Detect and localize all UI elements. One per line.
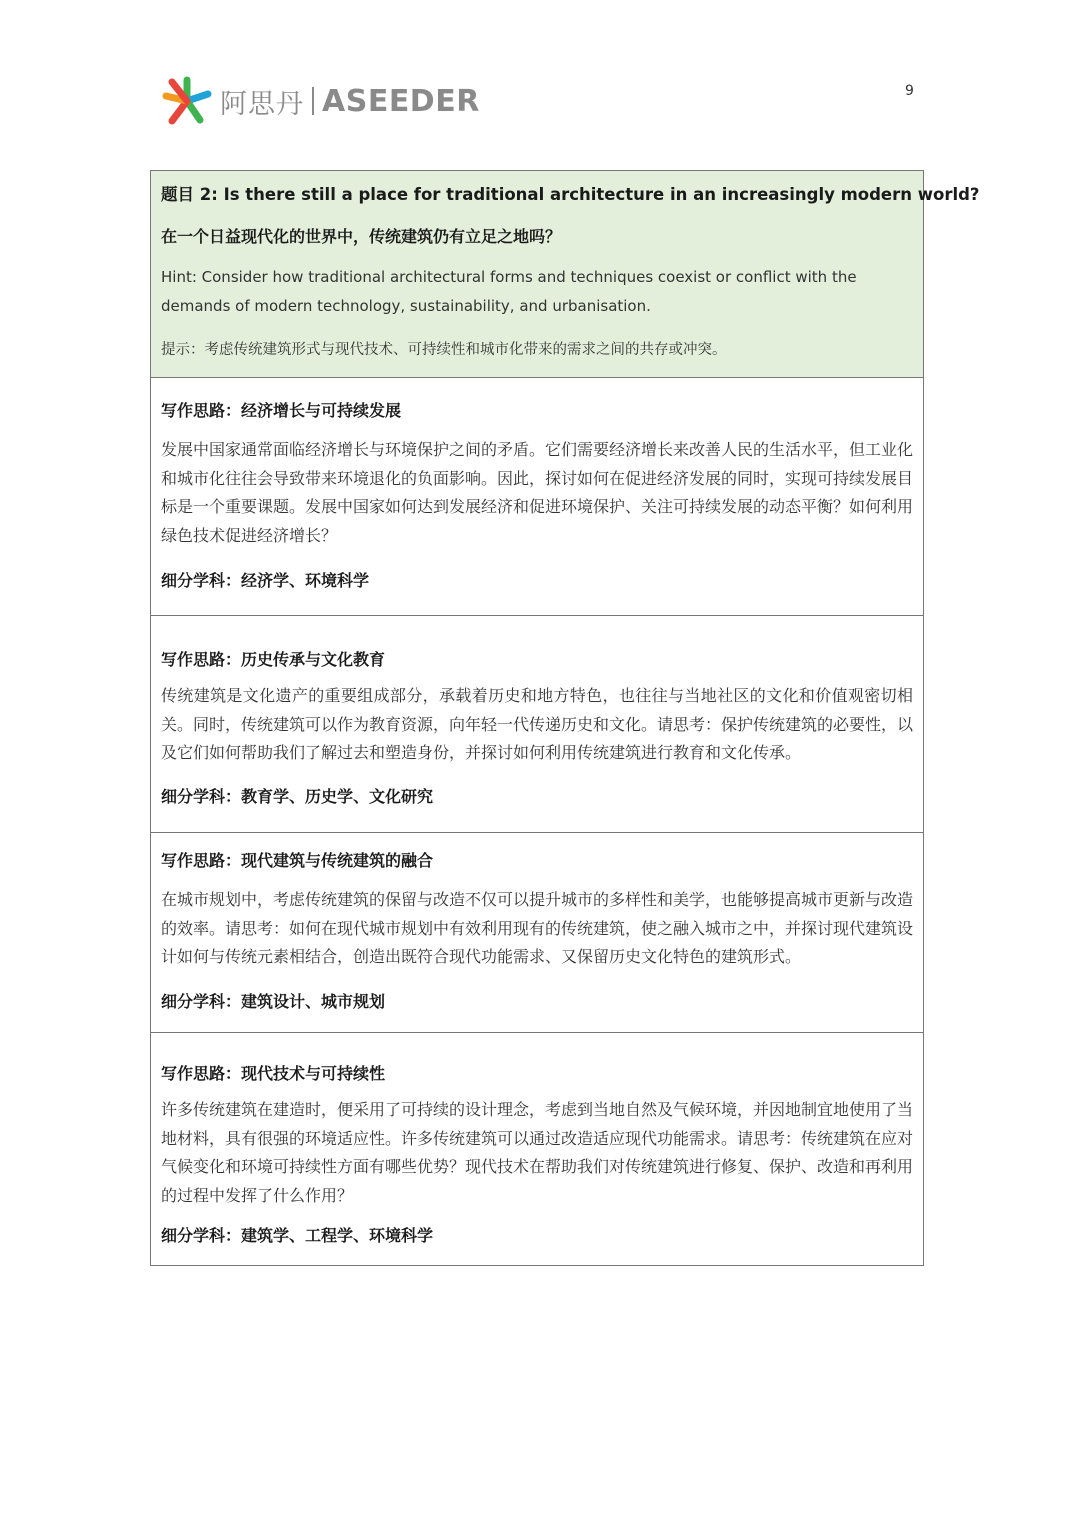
idea-body: 发展中国家通常面临经济增长与环境保护之间的矛盾。它们需要经济增长来改善人民的生活水平，但工业化和城市化往往会导致带来环境退化的负面影响。因此，探讨如何在促进经济发展的同时，实现可持续发展目标是一个重要课题。发展中国家如何达到发展经济和促进环境保护、关注可持续发展的动态平衡？如何利用绿色技术促进经济增长？ (161, 440, 914, 545)
topic-table (150, 170, 980, 1266)
idea-subjects: 细分学科：经济学、环境科学 (161, 571, 370, 590)
idea-title: 写作思路：经济增长与可持续发展 (161, 401, 402, 420)
idea-body: 许多传统建筑在建造时，便采用了可持续的设计理念，考虑到当地自然及气候环境，并因地制宜地使用了当地材料，具有很强的环境适应性。许多传统建筑可以通过改造适应现代功能需求。请思考：传统建筑在应对气候变化和环境可持续性方面有哪些优势？现代技术在帮助我们对传统建筑进行修复、保护、改造和再利用的过程中发挥了什么作用？ (161, 1100, 914, 1205)
idea-cell-economy (151, 377, 923, 615)
idea-cell-heritage (151, 615, 923, 832)
topic-title-cn: 在一个日益现代化的世界中，传统建筑仍有立足之地吗？ (161, 227, 562, 246)
page-number: 9 (905, 83, 914, 99)
topic-title-en: 题目 2: Is there still a place for traditional architecture in an increasingly modern world? (161, 185, 980, 204)
header (160, 74, 480, 128)
idea-cell-technology (151, 1032, 923, 1265)
brand-name-cn: 阿思丹 (220, 88, 304, 120)
brand-name-en: ASEEDER (322, 83, 480, 119)
idea-title: 写作思路：现代建筑与传统建筑的融合 (161, 851, 434, 870)
idea-title: 写作思路：历史传承与文化教育 (161, 650, 386, 669)
idea-title: 写作思路：现代技术与可持续性 (161, 1064, 386, 1083)
hint-en: Hint: Consider how traditional architectural forms and techniques coexist or conflict with the demands of modern technology, sustainability, and urbanisation. (161, 268, 857, 315)
hint-cn: 提示：考虑传统建筑形式与现代技术、可持续性和城市化带来的需求之间的共存或冲突。 (161, 342, 727, 358)
aseeder-logo-icon (160, 74, 214, 128)
brand-divider (312, 87, 314, 115)
idea-body: 在城市规划中，考虑传统建筑的保留与改造不仅可以提升城市的多样性和美学，也能够提高城市更新与改造的效率。请思考：如何在现代城市规划中有效利用现有的传统建筑，使之融入城市之中，并探讨现代建筑设计如何与传统元素相结合，创造出既符合现代功能需求、又保留历史文化特色的建筑形式。 (161, 890, 914, 966)
topic-header-cell (151, 171, 980, 377)
idea-subjects: 细分学科：建筑学、工程学、环境科学 (161, 1226, 434, 1245)
idea-subjects: 细分学科：教育学、历史学、文化研究 (161, 787, 434, 806)
idea-cell-fusion (151, 832, 923, 1032)
idea-subjects: 细分学科：建筑设计、城市规划 (161, 992, 386, 1011)
idea-body: 传统建筑是文化遗产的重要组成部分，承载着历史和地方特色，也往往与当地社区的文化和价值观密切相关。同时，传统建筑可以作为教育资源，向年轻一代传递历史和文化。请思考：保护传统建筑的必要性，以及它们如何帮助我们了解过去和塑造身份，并探讨如何利用传统建筑进行教育和文化传承。 (161, 686, 914, 762)
